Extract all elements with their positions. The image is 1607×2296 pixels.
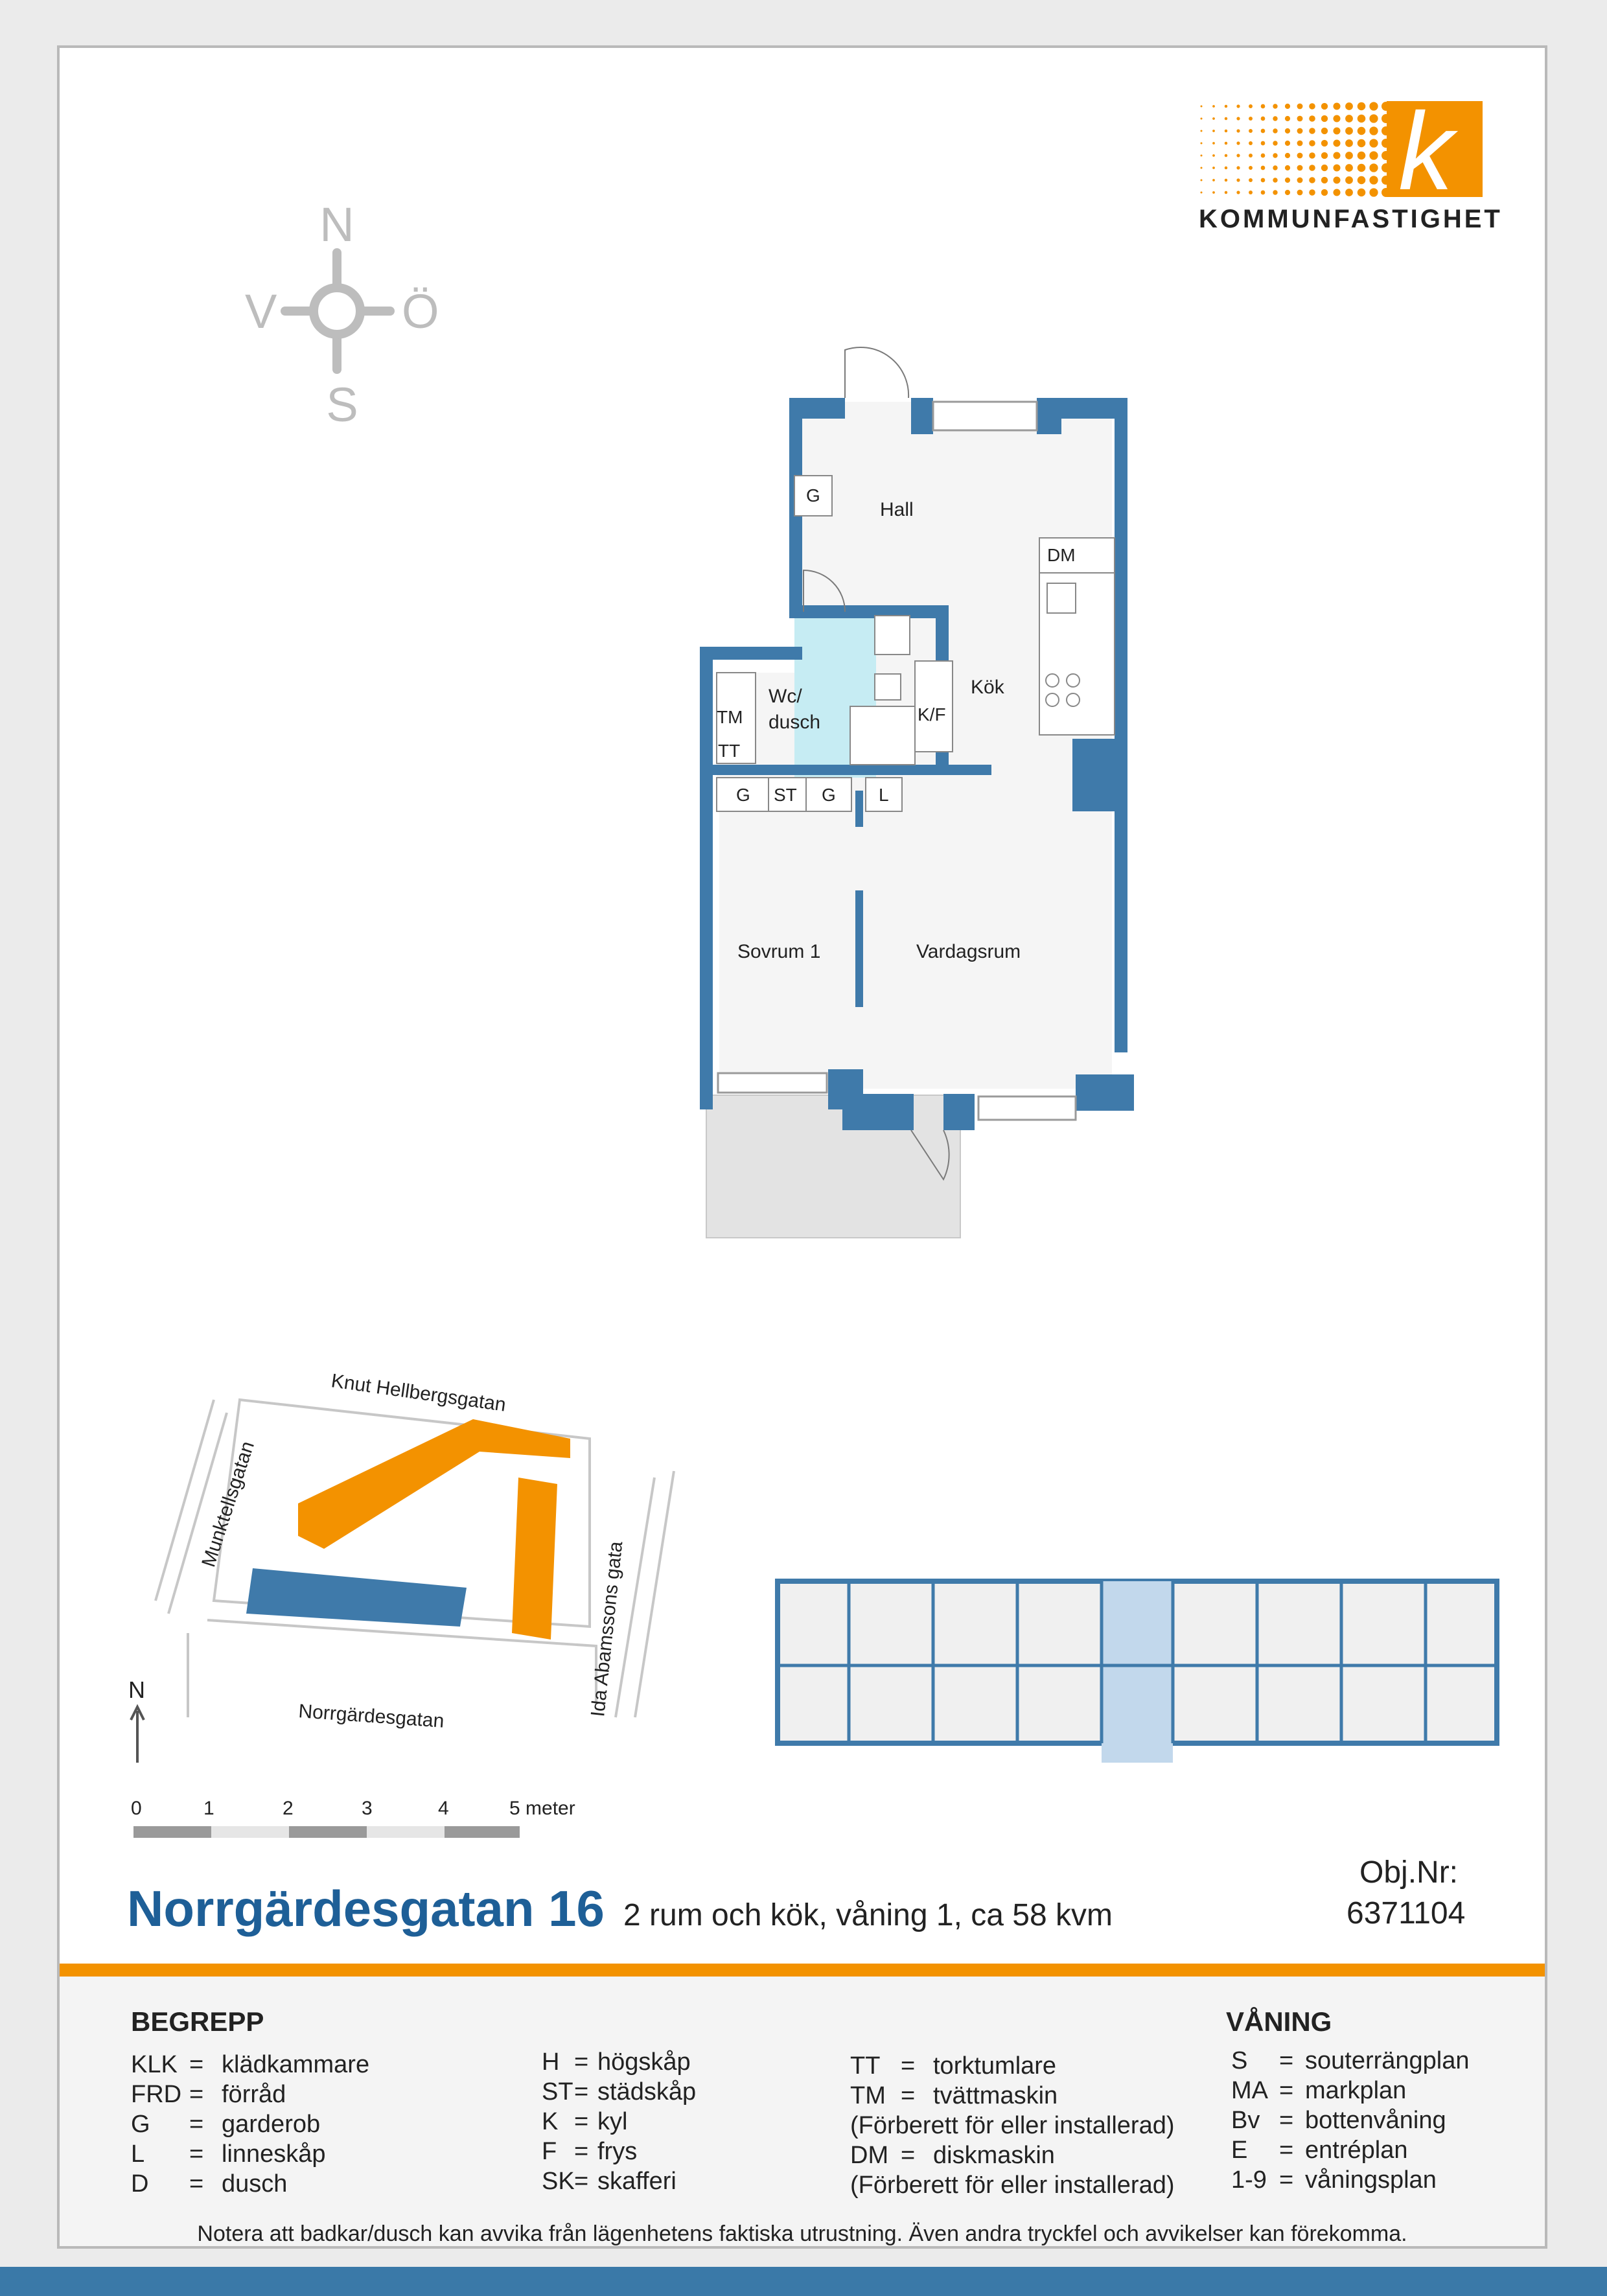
legend-code: Bv: [1231, 2107, 1260, 2134]
window-living: [978, 1096, 1076, 1120]
legend-item: [1231, 2046, 1470, 2076]
logo-dot: [1236, 166, 1240, 169]
logo-dot: [1201, 192, 1203, 194]
logo-dot: [1273, 178, 1277, 182]
logo-dot: [1369, 102, 1378, 110]
logo-dot: [1297, 153, 1303, 159]
scale-segment: [133, 1826, 211, 1838]
legend-code: H: [542, 2048, 560, 2076]
logo-dot: [1225, 191, 1227, 194]
legend-code: DM: [850, 2142, 889, 2169]
legend-eq: =: [189, 2081, 204, 2108]
logo-dot: [1285, 141, 1290, 146]
logo-dot: [1321, 140, 1328, 146]
legend-code: TM: [850, 2082, 886, 2109]
building-overview: [752, 1555, 1510, 1769]
street-west-label: Munktellsgatan: [198, 1439, 259, 1570]
logo-dot: [1297, 128, 1303, 134]
legend-eq: =: [189, 2111, 204, 2138]
building-orange-east: [512, 1478, 557, 1640]
legend-code: ST: [542, 2078, 573, 2105]
legend-column-3: [850, 2051, 1175, 2200]
legend-code: F: [542, 2138, 557, 2165]
logo-dot: [1201, 143, 1203, 145]
fixture-g1: G: [736, 785, 750, 805]
legend-text: skafferi: [597, 2168, 676, 2195]
legend-item: [1231, 2135, 1470, 2165]
logo-dot: [1236, 141, 1240, 145]
logo-dot: [1236, 178, 1240, 181]
logo-dot: [1225, 167, 1227, 169]
legend-text: bottenvåning: [1305, 2107, 1446, 2134]
logo-dot: [1333, 127, 1340, 134]
logo-dot: [1249, 129, 1253, 133]
scale-label: 5 meter: [509, 1798, 575, 1819]
scale-segment: [367, 1826, 445, 1838]
legend-eq: =: [901, 2052, 916, 2080]
logo-dot: [1333, 189, 1340, 196]
legend-item: [542, 2107, 696, 2137]
logo-dot: [1273, 153, 1277, 157]
legend-eq: =: [1279, 2166, 1294, 2194]
logo-dot-pattern: [1201, 102, 1391, 197]
logo-dot: [1261, 191, 1266, 195]
legend-text: tvättmaskin: [933, 2082, 1058, 2109]
legend-eq: =: [901, 2142, 916, 2169]
wc-basin: [875, 616, 910, 655]
logo-dot: [1321, 115, 1328, 122]
stove-burner: [1067, 693, 1080, 706]
legend-item: [542, 2137, 696, 2166]
legend-eq: =: [189, 2140, 204, 2168]
legend-text: städskåp: [597, 2078, 697, 2105]
scale-bar: [130, 1795, 596, 1840]
shower: [850, 706, 915, 765]
apartment-floorplan: [680, 337, 1134, 1257]
logo-dot: [1236, 104, 1240, 108]
scale-segment: [289, 1826, 367, 1838]
logo-dot: [1273, 190, 1277, 194]
legend-item: [1231, 2076, 1470, 2105]
legend-item: [131, 2169, 369, 2199]
address-title: Norrgärdesgatan 16: [127, 1880, 605, 1937]
orange-divider: [60, 1964, 1545, 1977]
legend-eq: =: [1279, 2107, 1294, 2134]
logo-dot: [1333, 164, 1340, 171]
legend-text: dusch: [222, 2170, 288, 2197]
legend-code: K: [542, 2108, 559, 2135]
street-north-label: Knut Hellbergsgatan: [330, 1370, 507, 1416]
logo-dot: [1345, 189, 1353, 196]
legend-eq: =: [189, 2170, 204, 2197]
logo-dot: [1249, 117, 1253, 121]
kitchen-sink: [1047, 583, 1076, 613]
logo-dot: [1285, 153, 1290, 158]
logo-dot: [1345, 127, 1353, 135]
legend-vaning-title: VÅNING: [1226, 2006, 1332, 2037]
wall-east-column: [1072, 739, 1127, 811]
logo-dot: [1309, 140, 1315, 146]
logo-dot: [1212, 117, 1215, 120]
logo-dot: [1285, 165, 1290, 170]
scale-label: 3: [362, 1798, 373, 1819]
legend-eq: =: [901, 2082, 916, 2109]
legend-text: entréplan: [1305, 2137, 1408, 2164]
wall-east-corner: [1115, 1074, 1134, 1111]
stove-burner: [1046, 674, 1059, 687]
logo-dot: [1236, 154, 1240, 157]
legend-text: (Förberett för eller installerad): [850, 2172, 1175, 2199]
legend-eq: =: [574, 2078, 589, 2105]
logo-dot: [1345, 115, 1353, 122]
logo-dot: [1297, 190, 1303, 196]
fixture-kf: K/F: [918, 704, 946, 725]
logo-dot: [1285, 178, 1290, 183]
object-number: 6371104: [1347, 1896, 1466, 1931]
logo-dot: [1249, 141, 1253, 145]
legend-code: FRD: [131, 2081, 182, 2108]
logo-dot: [1297, 165, 1303, 171]
legend-text: markplan: [1305, 2077, 1407, 2104]
legend-code: S: [1231, 2047, 1248, 2074]
legend-text: souterrängplan: [1305, 2047, 1470, 2074]
scale-label: 1: [203, 1798, 214, 1819]
wall-south-west: [700, 1082, 713, 1109]
legend-text: linneskåp: [222, 2140, 326, 2168]
room-bedroom: Sovrum 1: [737, 941, 821, 962]
bottom-bar: [0, 2267, 1607, 2296]
logo-dot: [1297, 141, 1303, 146]
logo-dot: [1261, 166, 1266, 170]
logo-dot: [1225, 142, 1227, 145]
logo-dot: [1333, 139, 1340, 146]
logo-dot: [1358, 189, 1366, 197]
street-outline: [616, 1478, 654, 1717]
legend-item: [850, 2081, 1175, 2111]
wall-partition-upper: [855, 791, 863, 827]
legend-item: [850, 2140, 1175, 2170]
logo-dot: [1309, 103, 1315, 110]
legend-code: L: [131, 2140, 145, 2168]
legend-text: frys: [597, 2138, 638, 2165]
logo-dot: [1285, 190, 1290, 195]
logo-dot: [1249, 178, 1253, 182]
legend-eq: =: [1279, 2047, 1294, 2074]
wall-laundry-north: [700, 647, 802, 660]
legend-column-1: [131, 2050, 369, 2199]
stove-burner: [1046, 693, 1059, 706]
legend-code: TT: [850, 2052, 881, 2080]
logo-dot: [1309, 177, 1315, 183]
logo-dot: [1358, 176, 1366, 185]
logo-dot: [1309, 115, 1315, 122]
legend-item: [1231, 2105, 1470, 2135]
legend-eq: =: [1279, 2077, 1294, 2104]
legend-eq: =: [574, 2168, 589, 2195]
logo-dot: [1261, 129, 1266, 133]
legend-text: förråd: [222, 2081, 286, 2108]
logo-dot: [1369, 151, 1378, 159]
fixture-g-hall: G: [806, 485, 820, 505]
logo-dot: [1261, 154, 1266, 158]
legend-code: E: [1231, 2137, 1248, 2164]
room-kitchen: Kök: [971, 677, 1004, 698]
logo-dot: [1309, 165, 1315, 171]
legend-item: [850, 2111, 1175, 2140]
logo-dot: [1369, 114, 1378, 122]
logo-dot: [1212, 154, 1215, 157]
room-wc-dusch: dusch: [769, 712, 821, 733]
logo-dot: [1309, 152, 1315, 159]
legend-item: [131, 2139, 369, 2169]
window-north: [933, 402, 1037, 430]
scale-label: 2: [283, 1798, 294, 1819]
room-wc: Wc/: [769, 686, 802, 707]
wc-toilet: [875, 674, 901, 700]
scale-label: 4: [438, 1798, 449, 1819]
fixture-dm: DM: [1047, 545, 1076, 565]
legend-code: D: [131, 2170, 149, 2197]
compass-east: Ö: [402, 284, 439, 338]
legend-text: klädkammare: [222, 2051, 370, 2078]
wall-south-door-jamb: [943, 1094, 975, 1130]
logo-dot: [1201, 155, 1203, 157]
legend-eq: =: [574, 2138, 589, 2165]
logo-dot: [1358, 102, 1366, 111]
logo-dot: [1201, 167, 1203, 169]
logo-wordmark: KOMMUNFASTIGHET: [1199, 205, 1503, 233]
fixture-tt: TT: [718, 741, 741, 761]
logo-dot: [1212, 167, 1215, 169]
wall-south-step: [842, 1094, 914, 1130]
logo-dot: [1309, 128, 1315, 134]
logo-dot: [1369, 139, 1378, 147]
logo-dot: [1345, 152, 1353, 159]
wall-wc-south: [713, 765, 991, 775]
logo-dot: [1261, 141, 1266, 146]
logo-dot: [1345, 102, 1353, 110]
legend-item: [131, 2080, 369, 2109]
wall-partition-mid: [855, 890, 863, 1007]
logo-dot: [1261, 117, 1266, 121]
compass-south: S: [326, 378, 358, 432]
logo-dot: [1212, 191, 1215, 194]
legend-item: [542, 2077, 696, 2107]
scale-label: 0: [131, 1798, 142, 1819]
object-number-label: Obj.Nr:: [1359, 1855, 1459, 1890]
scale-segment: [211, 1826, 289, 1838]
logo-dot: [1333, 176, 1340, 183]
logo-dot: [1297, 178, 1303, 183]
compass-ring: [314, 288, 360, 334]
legend-column-4: [1231, 2046, 1470, 2195]
legend-eq: =: [574, 2108, 589, 2135]
logo-dot: [1225, 117, 1227, 120]
logo-dot: [1225, 154, 1227, 157]
site-map-north-label: N: [128, 1676, 145, 1703]
floor-living: [719, 791, 1112, 1089]
street-outline: [635, 1471, 674, 1717]
legend-code: MA: [1231, 2077, 1268, 2104]
room-hall: Hall: [880, 499, 914, 520]
building-blue-south: [246, 1568, 467, 1627]
wall-ne: [1037, 398, 1127, 419]
legend-text: torktumlare: [933, 2052, 1057, 2080]
logo-dot: [1345, 164, 1353, 172]
apartment-highlight: [1102, 1581, 1173, 1763]
site-map: [117, 1354, 700, 1795]
wall-north-right: [911, 398, 933, 434]
logo-dot: [1225, 105, 1227, 108]
legend-text: garderob: [222, 2111, 321, 2138]
logo-dot: [1273, 141, 1277, 145]
logo-dot: [1285, 128, 1290, 133]
entrance-door-swing: [845, 347, 908, 398]
logo-dot: [1225, 130, 1227, 132]
street-east-label: Ida Abamssons gata: [587, 1540, 627, 1718]
logo-dot: [1212, 130, 1215, 132]
logo-dot: [1369, 163, 1378, 172]
logo-dot: [1297, 116, 1303, 122]
logo-dot: [1249, 166, 1253, 170]
logo-dot: [1273, 116, 1277, 121]
logo-dot: [1236, 117, 1240, 120]
legend-eq: =: [1279, 2137, 1294, 2164]
logo-dot: [1321, 128, 1328, 134]
compass-rose: [214, 194, 473, 441]
logo-dot: [1321, 165, 1328, 171]
legend-text: högskåp: [597, 2048, 691, 2076]
legend-item: [542, 2047, 696, 2077]
logo-dot: [1236, 129, 1240, 132]
logo-dot: [1236, 191, 1240, 194]
logo-dot: [1369, 188, 1378, 196]
wall-wc-north: [789, 605, 949, 618]
legend-item: [542, 2166, 696, 2196]
room-living: Vardagsrum: [916, 941, 1021, 962]
street-south-label: Norrgärdesgatan: [297, 1700, 445, 1732]
fixture-l: L: [879, 785, 889, 805]
logo-dot: [1321, 152, 1328, 159]
logo-dot: [1261, 178, 1266, 183]
legend-code: KLK: [131, 2051, 178, 2078]
logo-dot: [1333, 102, 1340, 110]
apartment-summary: 2 rum och kök, våning 1, ca 58 kvm: [623, 1898, 1113, 1932]
wall-laundry-west: [700, 647, 713, 1107]
logo-dot: [1249, 154, 1253, 157]
legend-item: [131, 2050, 369, 2080]
disclaimer-note: Notera att badkar/dusch kan avvika från lägenhetens faktiska utrustning. Även andra tryckfel och avvikelser kan förekomma.: [197, 2221, 1407, 2246]
logo-dot: [1321, 189, 1328, 196]
legend-eq: =: [574, 2048, 589, 2076]
legend-item: [1231, 2165, 1470, 2195]
wall-east-upper: [1115, 398, 1127, 1052]
logo-dot: [1358, 139, 1366, 148]
legend-text: våningsplan: [1305, 2166, 1437, 2194]
legend-begrepp-title: BEGREPP: [131, 2006, 264, 2037]
site-map-north-arrow: [131, 1707, 144, 1763]
fixture-st: ST: [774, 785, 797, 805]
legend-item: [850, 2051, 1175, 2081]
logo-dot: [1201, 106, 1203, 108]
logo-dot: [1358, 164, 1366, 172]
balcony: [706, 1095, 960, 1238]
logo-dot: [1212, 142, 1215, 145]
legend-code: SK: [542, 2168, 575, 2195]
logo-dot: [1321, 177, 1328, 183]
logo-dot: [1273, 104, 1277, 108]
logo-k-letter: k: [1398, 97, 1453, 201]
wall-partition-lower: [855, 1069, 863, 1108]
legend-code: 1-9: [1231, 2166, 1267, 2194]
street-outline: [156, 1400, 214, 1601]
kommunfastighet-logo: [1192, 97, 1503, 201]
logo-dot: [1249, 191, 1253, 194]
legend-text: diskmaskin: [933, 2142, 1055, 2169]
logo-dot: [1333, 115, 1340, 122]
stove-burner: [1067, 674, 1080, 687]
logo-dot: [1285, 104, 1290, 109]
logo-dot: [1345, 139, 1353, 147]
compass-west: V: [245, 284, 277, 338]
legend-column-2: [542, 2047, 696, 2196]
legend-eq: =: [189, 2051, 204, 2078]
legend-item: [850, 2170, 1175, 2200]
legend-text: (Förberett för eller installerad): [850, 2112, 1175, 2139]
logo-dot: [1212, 105, 1215, 108]
logo-dot: [1297, 104, 1303, 110]
logo-dot: [1261, 104, 1266, 109]
compass-north: N: [319, 198, 354, 251]
logo-dot: [1201, 118, 1203, 120]
logo-dot: [1369, 176, 1378, 184]
legend-text: kyl: [597, 2108, 628, 2135]
scale-segment: [445, 1826, 520, 1838]
logo-dot: [1321, 103, 1328, 110]
logo-dot: [1358, 115, 1366, 123]
logo-dot: [1201, 180, 1203, 181]
logo-dot: [1201, 130, 1203, 132]
logo-dot: [1249, 104, 1253, 108]
logo-dot: [1225, 179, 1227, 181]
logo-dot: [1333, 152, 1340, 159]
legend-item: [131, 2109, 369, 2139]
logo-dot: [1358, 152, 1366, 160]
logo-dot: [1369, 126, 1378, 135]
fixture-tm: TM: [717, 707, 743, 727]
logo-dot: [1273, 128, 1277, 133]
window-bedroom: [718, 1073, 827, 1093]
logo-dot: [1285, 116, 1290, 121]
logo-dot: [1273, 165, 1277, 170]
fixture-g2: G: [822, 785, 836, 805]
logo-dot: [1309, 189, 1315, 196]
logo-dot: [1358, 127, 1366, 135]
logo-dot: [1212, 179, 1215, 181]
legend-code: G: [131, 2111, 150, 2138]
logo-dot: [1345, 176, 1353, 184]
